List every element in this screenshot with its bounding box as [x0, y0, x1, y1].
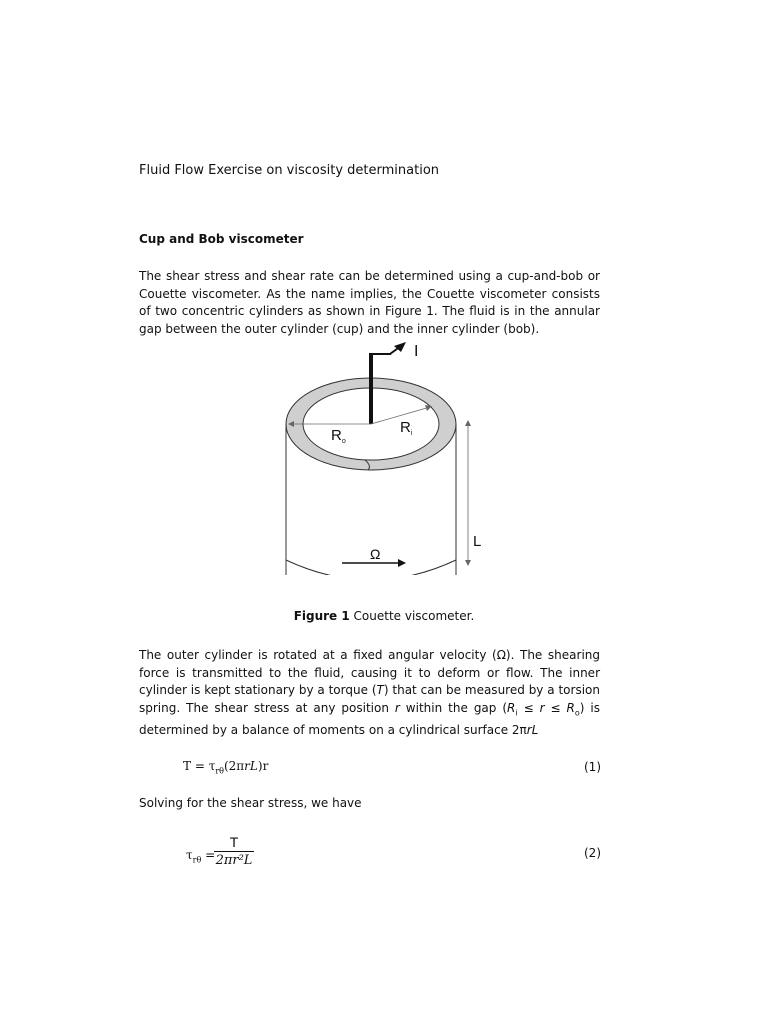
omega-label: Ω	[370, 546, 381, 562]
torque-label: I	[414, 343, 419, 360]
equation-1-number: (1)	[584, 760, 601, 774]
length-label: L	[473, 533, 482, 550]
rotation-arrow-head	[398, 559, 406, 567]
couette-viscometer-figure	[270, 340, 500, 575]
solving-text: Solving for the shear stress, we have	[139, 796, 362, 810]
document-title: Fluid Flow Exercise on viscosity determination	[139, 163, 440, 178]
document-page: Fluid Flow Exercise on viscosity determination Cup and Bob viscometer The shear stress and shear rate can be determined using a cup-and-bob or Couette viscometer. As the name implies, the Couette viscometer consists of two concentric cylinders as shown in Figure 1. The fluid is in the annular gap between the outer cylinder (cup) and the inner cylinder (bob). I $R_o$ $R_i$ L Ω Figure 1 Couette viscometer. The outer cylinder is rotated at a fixed angular velocity (Ω). The shearing force is transmitted to the fluid, causing it to deform or flow. The inner cylinder is kept stationary by a torque (T) that can be measured by a torsion spring. The shear stress at any position r within the gap $(R_i \le r \le R_o)$ is determined by a balance of moments on a cylindrical surface 2πrL $T = \tau_{r\theta}(2\pi rL)r$ (1) Solving for the shear stress, we have $\tau_{r\theta}$ = $\frac{T}{\text{2πr²L}}$ (2)	[0, 0, 768, 1024]
outer-radius-label: $R_o$	[331, 427, 346, 445]
equation-2-number: (2)	[584, 846, 601, 860]
inner-radius-label: $R_i$	[400, 419, 413, 437]
equation-2-fraction: $\frac{T}{\text{2πr²L}}$	[215, 834, 253, 868]
paragraph-shear-stress: The outer cylinder is rotated at a fixed angular velocity (Ω). The shearing force is transmitted to the fluid, causing it to deform or flow. The inner cylinder is kept stationary by a torque (T) that can be measured by a torsion spring. The shear stress at any position r within the gap $(R_i \le r \le R_o)$ is determined by a balance of moments on a cylindrical surface 2πrL	[139, 648, 601, 737]
equation-1: $T = \tau_{r\theta}(2\pi rL)r$	[183, 759, 269, 776]
paragraph-intro: The shear stress and shear rate can be determined using a cup-and-bob or Couette viscometer. As the name implies, the Couette viscometer consists of two concentric cylinders as shown in Figure 1. The fluid is in the annular gap between the outer cylinder (cup) and the inner cylinder (bob).	[139, 269, 600, 336]
section-heading: Cup and Bob viscometer	[139, 232, 304, 246]
figure-caption: Figure 1 Couette viscometer.	[293, 609, 475, 623]
